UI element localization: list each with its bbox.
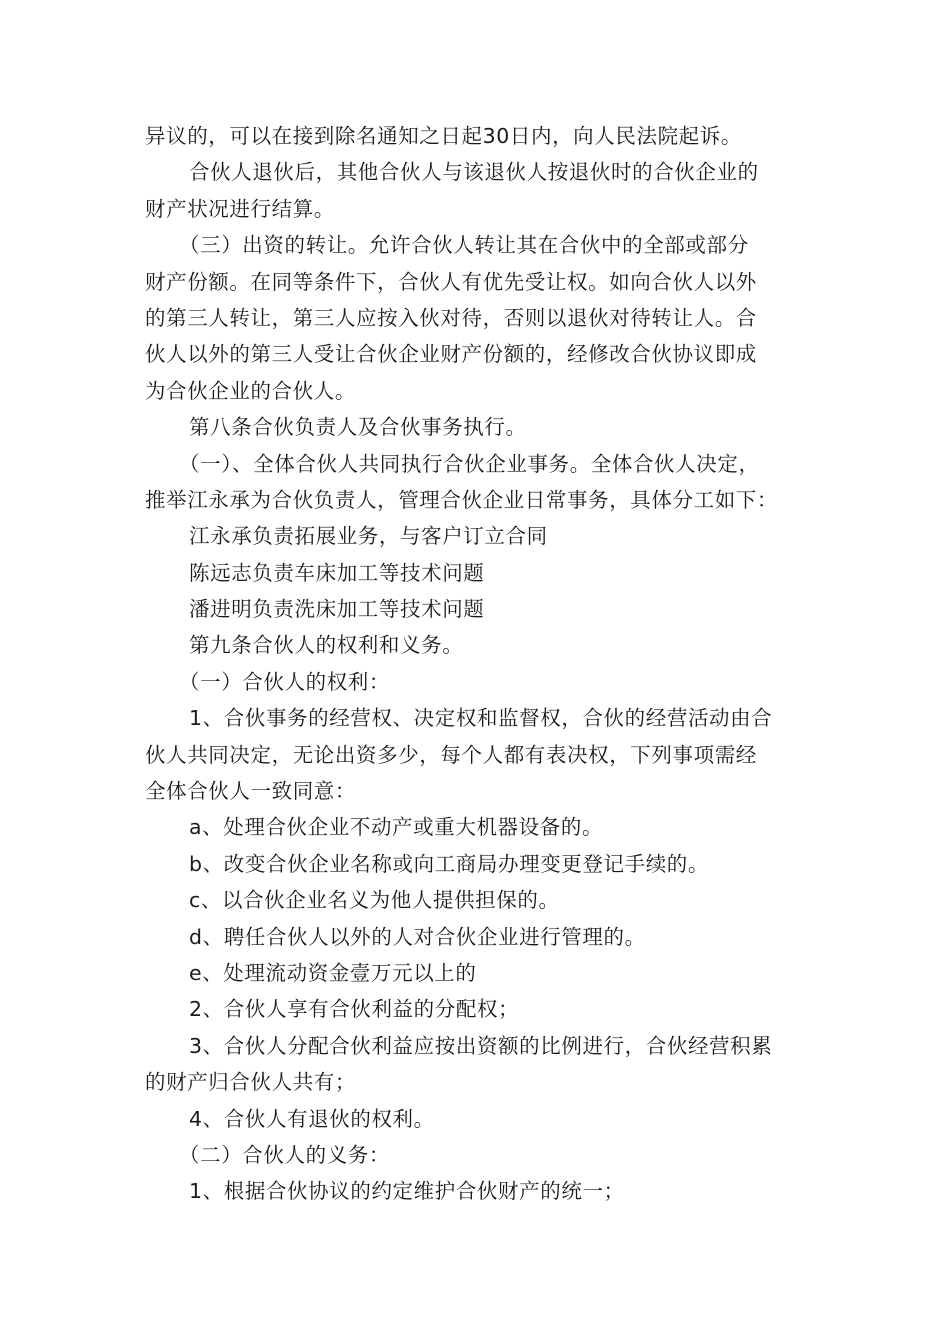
paragraph-line: （三）出资的转让。允许合伙人转让其在合伙中的全部或部分 [179, 233, 749, 258]
paragraph-line: 异议的，可以在接到除名通知之日起30日内，向人民法院起诉。 [145, 124, 742, 148]
paragraph-line: 的财产归合伙人共有； [145, 1070, 356, 1095]
list-item: e、处理流动资金壹万元以上的 [189, 960, 477, 985]
paragraph-line: 伙人以外的第三人受让合伙企业财产份额的，经修改合伙协议即成 [145, 342, 757, 367]
paragraph-line: 1、合伙事务的经营权、决定权和监督权，合伙的经营活动由合 [189, 706, 773, 731]
list-item: d、聘任合伙人以外的人对合伙企业进行管理的。 [189, 924, 646, 949]
paragraph-line: （一）合伙人的权利： [179, 669, 390, 694]
paragraph-line: 的第三人转让，第三人应按入伙对待，否则以退伙对待转让人。合 [145, 305, 757, 330]
list-item: b、改变合伙企业名称或向工商局办理变更登记手续的。 [189, 851, 710, 876]
paragraph-line: 潘进明负责洗床加工等技术问题 [189, 597, 485, 622]
section-heading: 第九条合伙人的权利和义务。 [189, 633, 464, 658]
paragraph-line: （二）合伙人的义务： [179, 1142, 390, 1167]
paragraph-line: 2、合伙人享有合伙利益的分配权； [189, 997, 520, 1022]
paragraph-line: 为合伙企业的合伙人。 [145, 378, 356, 403]
list-item: c、以合伙企业名义为他人提供担保的。 [189, 888, 560, 913]
paragraph-line: 财产状况进行结算。 [145, 196, 335, 221]
paragraph-line: 伙人共同决定，无论出资多少，每个人都有表决权，下列事项需经 [145, 742, 757, 767]
paragraph-line: 推举江永承为合伙负责人，管理合伙企业日常事务，具体分工如下： [145, 487, 778, 512]
paragraph-line: 4、合伙人有退伙的权利。 [189, 1106, 435, 1131]
paragraph-line: 财产份额。在同等条件下，合伙人有优先受让权。如向合伙人以外 [145, 269, 757, 294]
paragraph-line: 3、合伙人分配合伙利益应按出资额的比例进行，合伙经营积累 [189, 1033, 773, 1058]
paragraph-line: 1、根据合伙协议的约定维护合伙财产的统一； [189, 1179, 625, 1204]
paragraph-line: （一）、全体合伙人共同执行合伙企业事务。全体合伙人决定， [179, 451, 760, 476]
document-body [145, 118, 810, 1210]
list-item: a、处理合伙企业不动产或重大机器设备的。 [189, 815, 604, 840]
paragraph-line: 全体合伙人一致同意： [145, 779, 356, 804]
paragraph-line: 江永承负责拓展业务，与客户订立合同 [189, 524, 548, 549]
paragraph-line: 合伙人退伙后，其他合伙人与该退伙人按退伙时的合伙企业的 [189, 160, 759, 185]
section-heading: 第八条合伙负责人及合伙事务执行。 [189, 415, 527, 440]
paragraph-line: 陈远志负责车床加工等技术问题 [189, 560, 485, 585]
